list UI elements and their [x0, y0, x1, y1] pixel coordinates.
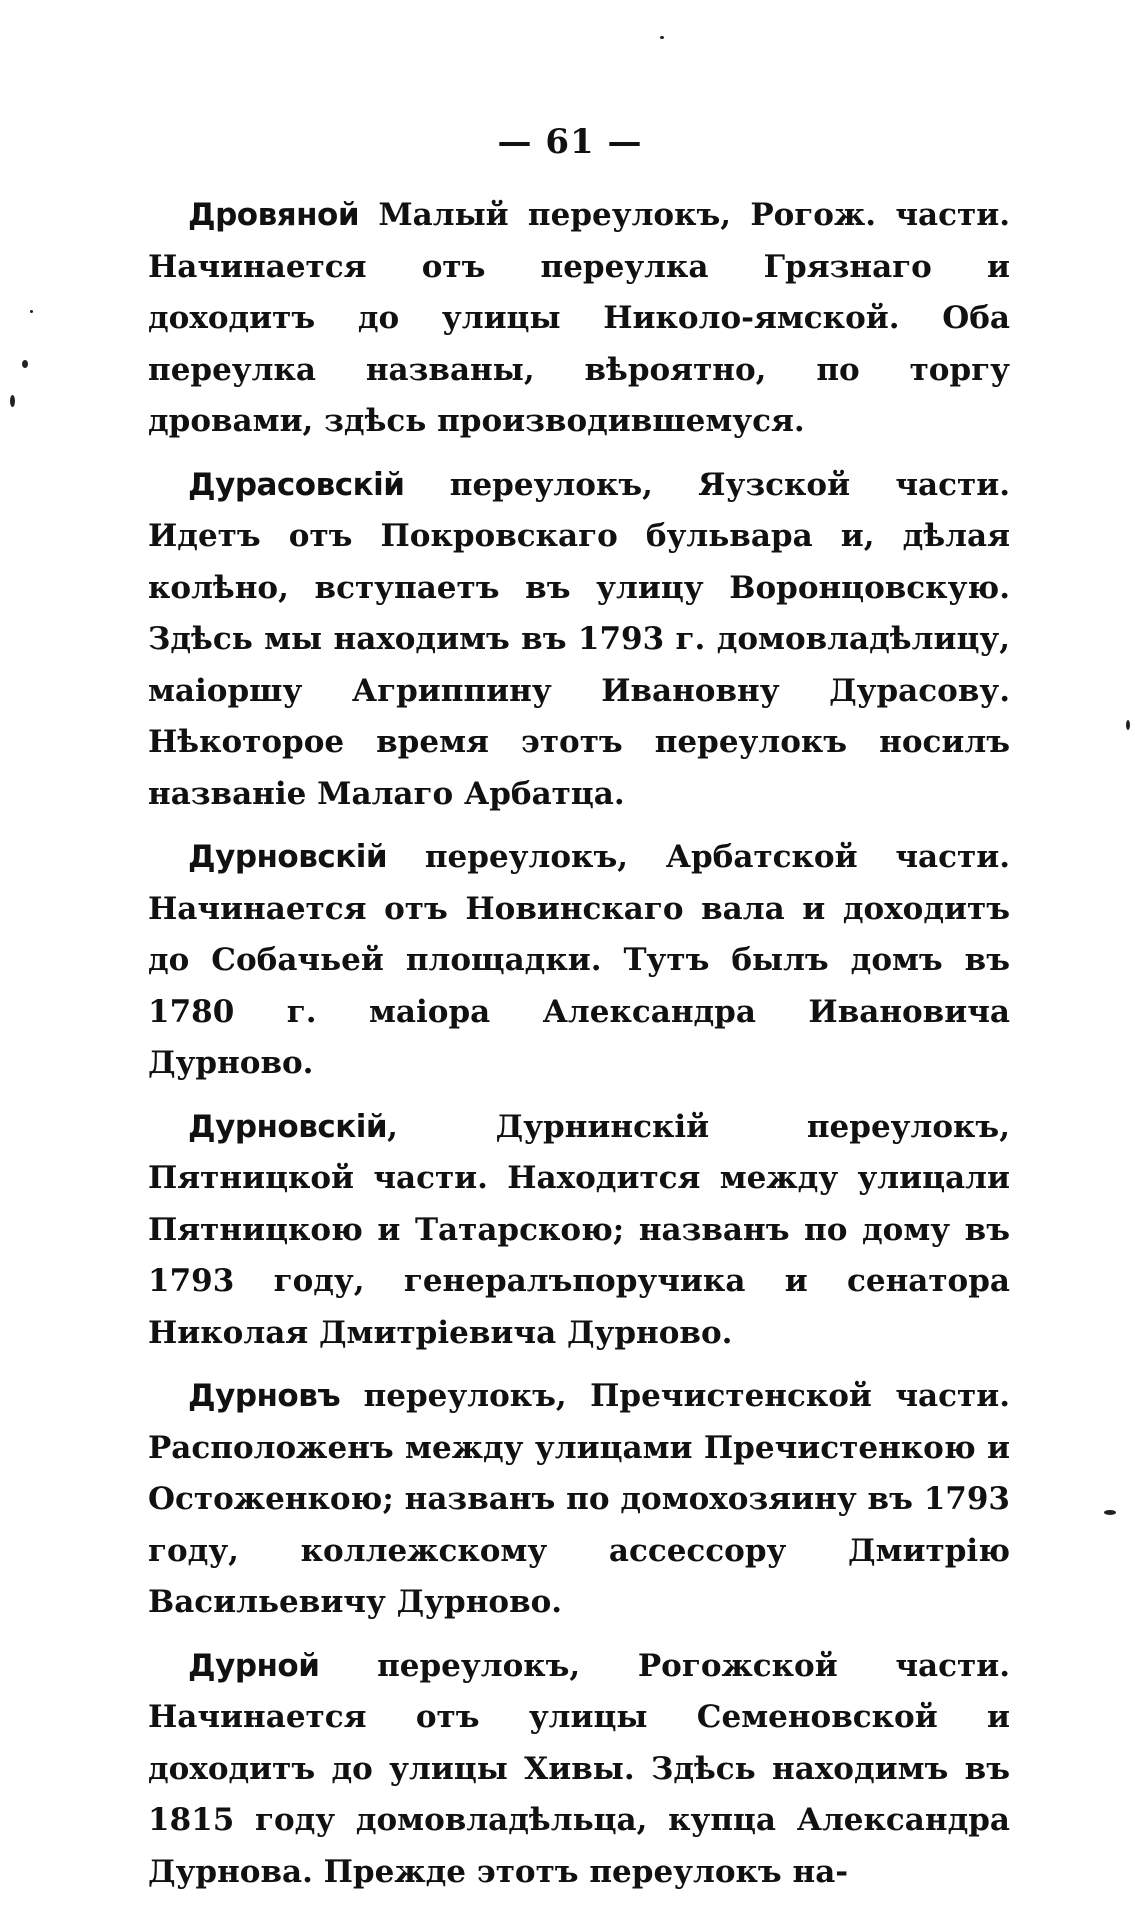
entry-durnoy — [148, 1641, 1010, 1899]
entry-durnov — [148, 1371, 1010, 1629]
entry-headword: Дурасовскій — [188, 466, 405, 503]
entry-text: переулокъ, Яузской части. Идетъ отъ Покровскаго бульвара и, дѣлая колѣно, вступаетъ въ улицу Воронцовскую. Здѣсь мы находимъ въ 1793 г. домовладѣлицу, маіоршу Агриппину Ивановну Дурасову. Нѣкоторое время этотъ переулокъ носилъ названіе Малаго Арбатца. — [148, 466, 1010, 812]
scan-speck — [10, 395, 15, 407]
entry-headword: Дурновскій — [188, 1108, 388, 1145]
scan-speck — [22, 360, 28, 368]
entry-headword: Дурновскій — [188, 839, 388, 875]
entry-text: , Дурнинскій переулокъ, Пятницкой части. Находится между улицали Пятницкою и Татарскою; названъ по дому въ 1793 году, генералъпоручика и сенатора Николая Дмитріевича Дурново. — [148, 1108, 1010, 1351]
entry-text: переулокъ, Рогожской части. Начинается отъ улицы Семеновской и доходитъ до улицы Хивы. Здѣсь находимъ въ 1815 году домовладѣльца, купца Александра Дурнова. Прежде этотъ переулокъ на- — [148, 1647, 1010, 1890]
entry-headword: Дровяной — [188, 197, 360, 233]
entry-headword: Дурновъ — [188, 1378, 341, 1414]
entry-text: Малый переулокъ, Рогож. части. Начинается отъ переулка Грязнаго и доходитъ до улицы Николо-ямской. Оба переулка названы, вѣроятно, по торгу дровами, здѣсь производившемуся. — [148, 197, 1010, 439]
entry-text: переулокъ, Арбатской части. Начинается отъ Новинскаго вала и доходитъ до Собачьей площадки. Тутъ былъ домъ въ 1780 г. маіора Александра Ивановича Дурново. — [148, 839, 1010, 1081]
entry-drovyanoy — [148, 190, 1010, 448]
entry-headword: Дурной — [188, 1647, 320, 1684]
entry-durasovsky — [148, 460, 1010, 821]
entry-text: переулокъ, Пречистенской части. Расположенъ между улицами Пречистенкою и Остоженкою; названъ по домохозяину въ 1793 году, коллежскому ассессору Дмитрію Васильевичу Дурново. — [148, 1378, 1010, 1620]
page-number: — 61 — — [497, 122, 643, 162]
scan-speck — [660, 36, 664, 39]
scan-speck — [1104, 1510, 1116, 1515]
entry-durnovsky-arbat — [148, 832, 1010, 1090]
page-body — [148, 190, 1010, 1910]
scan-speck — [1126, 720, 1130, 730]
scan-speck — [30, 310, 33, 313]
entry-durnovsky-pyatnitskaya — [148, 1102, 1010, 1360]
